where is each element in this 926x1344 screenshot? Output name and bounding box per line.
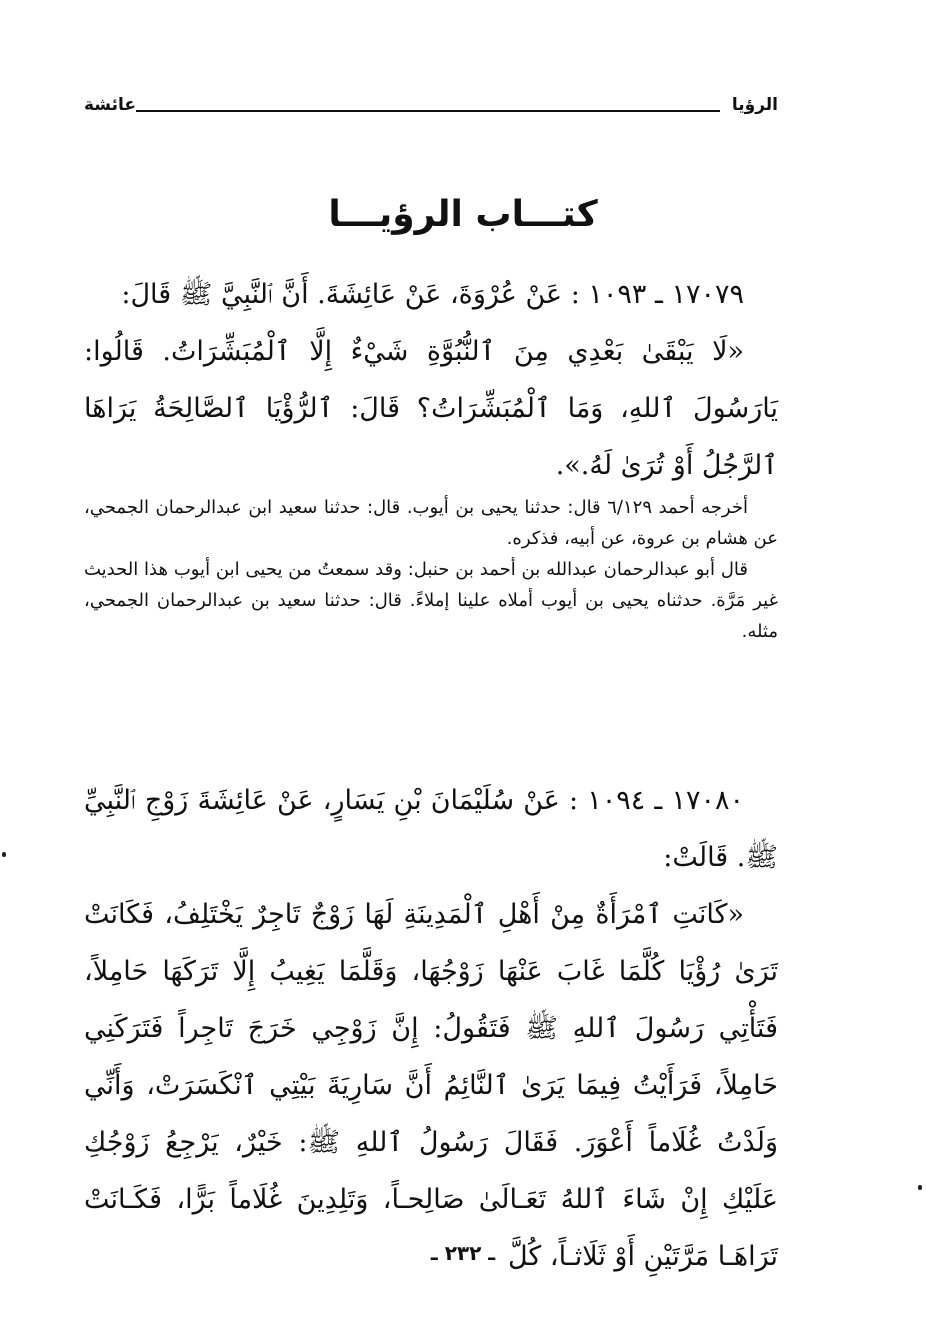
takhrij-commentary [84,492,778,647]
hadith-matn: «لَا يَبْقَىٰ بَعْدِي مِنَ ٱلنُّبُوَّةِ شَيْءٌ إِلَّا ٱلْمُبَشِّرَاتُ. قَالُوا: يَارَسُولَ ٱللهِ، وَمَا ٱلْمُبَشِّرَاتُ؟ قَالَ: ٱلرُّؤْيَا ٱلصَّالِحَةُ يَرَاهَا ٱلرَّجُلُ أَوْ تُرَىٰ لَهُ.». [84,336,778,481]
scan-speck [918,1185,922,1190]
hadith-isnad: ١٧٠٨٠ ـ ١٠٩٤ : عَنْ سُلَيْمَانَ بْنِ يَسَارٍ، عَنْ عَائِشَةَ زَوْجِ ٱلنَّبِيِّ ﷺ. قَالَتْ: [84,785,778,873]
header-rule [136,110,720,112]
running-header [84,94,778,120]
hadith-matn: «كَانَتِ ٱمْرَأَةٌ مِنْ أَهْلِ ٱلْمَدِينَةِ لَهَا زَوْجٌ تَاجِرٌ يَخْتَلِفُ، فَكَانَتْ تَرَىٰ رُؤْيَا كُلَّمَا غَابَ عَنْهَا زَوْجُهَا، وَقَلَّمَا يَغِيبُ إِلَّا تَرَكَهَا حَامِلاً، فَتَأْتِي رَسُولَ ٱللهِ ﷺ فَتَقُولُ: إِنَّ زَوْجِي خَرَجَ تَاجِراً فَتَرَكَنِي حَامِلاً، فَرَأَيْتُ فِيمَا يَرَىٰ ٱلنَّائِمُ أَنَّ سَارِيَةَ بَيْتِي ٱنْكَسَرَتْ، وَأَنِّي وَلَدْتُ غُلَاماً أَعْوَرَ. فَقَالَ رَسُولُ ٱللهِ ﷺ: خَيْرٌ، يَرْجِعُ زَوْجُكِ عَلَيْكِ إِنْ شَاءَ ٱللهُ تَعَـالَىٰ صَالِحـاً، وَتَلِدِينَ غُلَاماً بَرًّا، فَكَـانَتْ تَرَاهَـا مَرَّتَيْنِ أَوْ ثَلَاثـاً، كُلَّ [84,899,778,1272]
takhrij-paragraph: أخرجه أحمد ٦/١٢٩ قال: حدثنا يحيى بن أيوب. قال: حدثنا سعيد ابن عبدالرحمان الجمحي، عن هشام بن عروة، عن أبيه، فذكره. [84,497,778,549]
book-title: كتـــاب الرؤيـــا [328,194,598,235]
takhrij-paragraph: قال أبو عبدالرحمان عبدالله بن أحمد بن حنبل: وقد سمعتُ من يحيى ابن أيوب هذا الحديث غير مَرَّة. حدثناه يحيى بن أيوب أملاه علينا إملاءً. قال: حدثنا سعيد بن عبدالرحمان الجمحي، مثله. [84,559,778,642]
scan-speck [2,852,6,857]
running-header-narrator: عائشة [84,95,136,115]
page-number: ـ ٢٣٢ ـ [430,1241,496,1265]
hadith-isnad: ١٧٠٧٩ ـ ١٠٩٣ : عَنْ عُرْوَةَ، عَنْ عَائِشَةَ. أَنَّ ٱلنَّبِيَّ ﷺ قَالَ: [121,279,744,310]
hadith-17079 [84,266,778,481]
running-header-chapter: الرؤيا [731,95,778,115]
